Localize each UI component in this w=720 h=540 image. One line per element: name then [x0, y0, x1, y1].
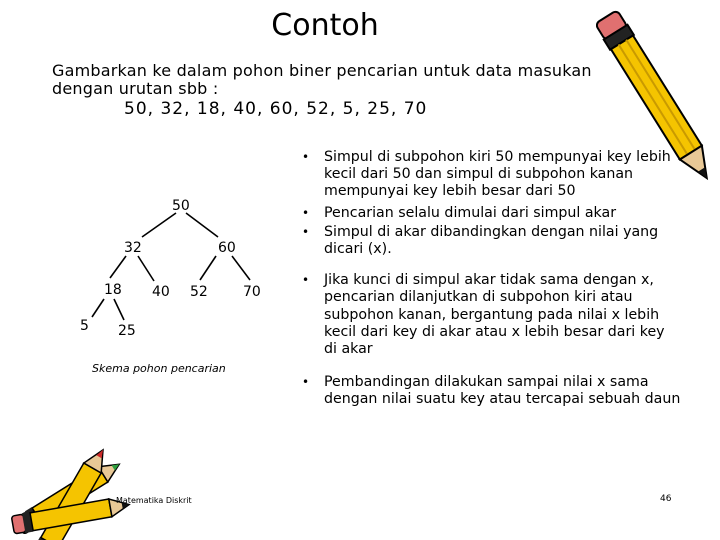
page-number: 46 — [660, 494, 672, 504]
task-line-2: dengan urutan sbb : — [52, 79, 219, 98]
pencils-icon — [0, 425, 150, 540]
tree-node: 50 — [172, 198, 190, 214]
tree-caption: Skema pohon pencarian — [92, 362, 226, 375]
edge-32-18 — [110, 256, 126, 278]
tree-node: 25 — [118, 323, 136, 339]
footer-course-name: Matematika Diskrit — [116, 496, 192, 505]
edge-18-5 — [92, 299, 104, 317]
edge-18-25 — [114, 299, 124, 320]
bullet-item: • Simpul di akar dibandingkan dengan nilai yang dicari (x). — [302, 224, 682, 258]
slide-title: Contoh — [271, 8, 379, 43]
tree-node: 5 — [80, 318, 89, 334]
tree-node: 52 — [190, 284, 208, 300]
edge-50-60 — [186, 213, 218, 237]
tree-nodes — [80, 198, 261, 339]
bullet-item: • Pembandingan dilakukan sampai nilai x sama dengan nilai suatu key atau tercapai sebuah daun — [302, 374, 682, 408]
bst-diagram — [0, 0, 300, 400]
tree-node: 60 — [218, 240, 236, 256]
task-sequence: 50, 32, 18, 40, 60, 52, 5, 25, 70 — [124, 99, 428, 119]
edge-32-40 — [138, 256, 154, 281]
tree-node: 40 — [152, 284, 170, 300]
edge-60-52 — [200, 256, 216, 280]
task-line-1: Gambarkan ke dalam pohon biner pencarian untuk data masukan — [52, 61, 592, 80]
tree-node: 18 — [104, 282, 122, 298]
tree-node: 32 — [124, 240, 142, 256]
tree-node: 70 — [243, 284, 261, 300]
bullet-item: • Jika kunci di simpul akar tidak sama dengan x, pencarian dilanjutkan di subpohon kiri atau subpohon kanan, bergantung pada nilai x lebih kecil dari key di akar atau x lebih besar dari key di akar — [302, 272, 682, 358]
edge-60-70 — [232, 256, 250, 280]
edge-50-32 — [142, 213, 176, 237]
tree-edges — [92, 213, 250, 320]
bullet-list — [302, 149, 682, 409]
bullet-item: • Pencarian selalu dimulai dari simpul akar — [302, 205, 682, 222]
bullet-item: • Simpul di subpohon kiri 50 mempunyai key lebih kecil dari 50 dan simpul di subpohon kanan mempunyai key lebih besar dari 50 — [302, 149, 682, 201]
